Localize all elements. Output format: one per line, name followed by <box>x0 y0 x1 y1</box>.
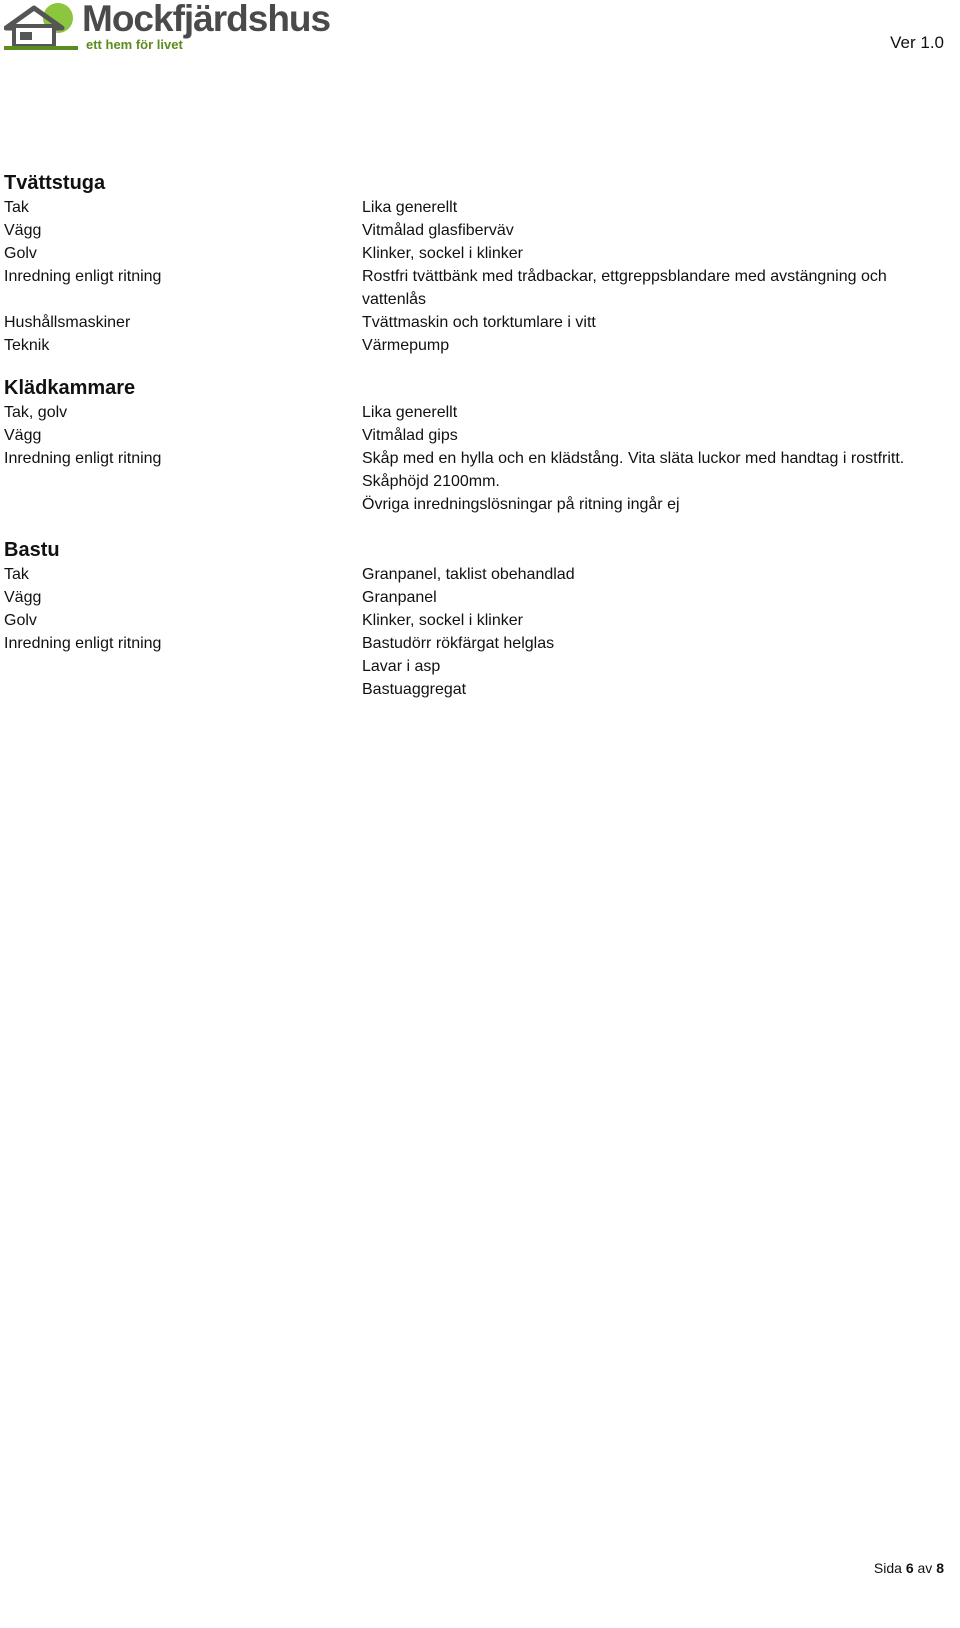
row-label: Inredning enligt ritning <box>4 635 162 652</box>
spec-row <box>4 609 944 632</box>
page-current: 6 <box>905 1560 914 1576</box>
row-label: Vägg <box>4 427 42 444</box>
section-title: Bastu <box>4 539 60 561</box>
row-value: Lika generellt <box>362 199 458 216</box>
row-value: Övriga inredningslösningar på ritning ingår ej <box>362 496 680 513</box>
row-value: Skåp med en hylla och en klädstång. Vita släta luckor med handtag i rostfritt. Skåphöjd 2100mm. <box>362 450 905 490</box>
section-tvattstuga <box>4 170 944 357</box>
company-logo <box>4 0 344 56</box>
row-value: Klinker, sockel i klinker <box>362 245 523 262</box>
spec-row <box>4 334 944 357</box>
row-value: Klinker, sockel i klinker <box>362 612 523 629</box>
row-label <box>4 655 362 678</box>
row-value: Värmepump <box>362 337 450 354</box>
row-label: Tak <box>4 199 29 216</box>
spec-row <box>4 655 944 678</box>
spec-row <box>4 493 944 516</box>
logo-tagline: ett hem för livet <box>86 37 183 52</box>
row-label: Golv <box>4 612 37 629</box>
page-number <box>874 1560 944 1576</box>
spec-row <box>4 447 944 493</box>
row-label: Hushållsmaskiner <box>4 314 131 331</box>
row-value: Bastudörr rökfärgat helglas <box>362 635 555 652</box>
section-title: Klädkammare <box>4 377 136 399</box>
page-prefix: Sida <box>873 1560 902 1576</box>
row-value: Granpanel, taklist obehandlad <box>362 566 575 583</box>
row-label: Inredning enligt ritning <box>4 450 162 467</box>
row-value: Lavar i asp <box>362 658 441 675</box>
row-value: Granpanel <box>362 589 437 606</box>
row-value: Bastuaggregat <box>362 681 467 698</box>
spec-row <box>4 242 944 265</box>
page-separator: av <box>917 1560 933 1576</box>
row-label: Golv <box>4 245 37 262</box>
spec-row <box>4 563 944 586</box>
section-kladkammare <box>4 375 944 516</box>
row-label <box>4 678 362 701</box>
spec-row <box>4 678 944 701</box>
row-value: Rostfri tvättbänk med trådbackar, ettgreppsblandare med avstängning och vattenlås <box>362 268 887 308</box>
spec-row <box>4 196 944 219</box>
row-label: Tak <box>4 566 29 583</box>
spec-row <box>4 586 944 609</box>
page-total: 8 <box>936 1560 944 1576</box>
version-label: Ver 1.0 <box>890 33 944 52</box>
row-label: Tak, golv <box>4 404 68 421</box>
row-value: Vitmålad gips <box>362 427 458 444</box>
spec-row <box>4 424 944 447</box>
spec-row <box>4 311 944 334</box>
spec-row <box>4 632 944 655</box>
logo-name: Mockfjärdshus <box>82 0 331 39</box>
section-title: Tvättstuga <box>4 172 106 194</box>
spec-row <box>4 219 944 242</box>
row-value: Vitmålad glasfiberväv <box>362 222 514 239</box>
spec-row <box>4 265 944 311</box>
row-label: Teknik <box>4 337 50 354</box>
row-label: Vägg <box>4 222 42 239</box>
row-value: Lika generellt <box>362 404 458 421</box>
spec-row <box>4 401 944 424</box>
row-label <box>4 493 362 516</box>
row-label: Vägg <box>4 589 42 606</box>
row-label: Inredning enligt ritning <box>4 268 162 285</box>
row-value: Tvättmaskin och torktumlare i vitt <box>362 314 596 331</box>
house-logo-icon <box>4 2 80 52</box>
section-bastu <box>4 537 944 701</box>
